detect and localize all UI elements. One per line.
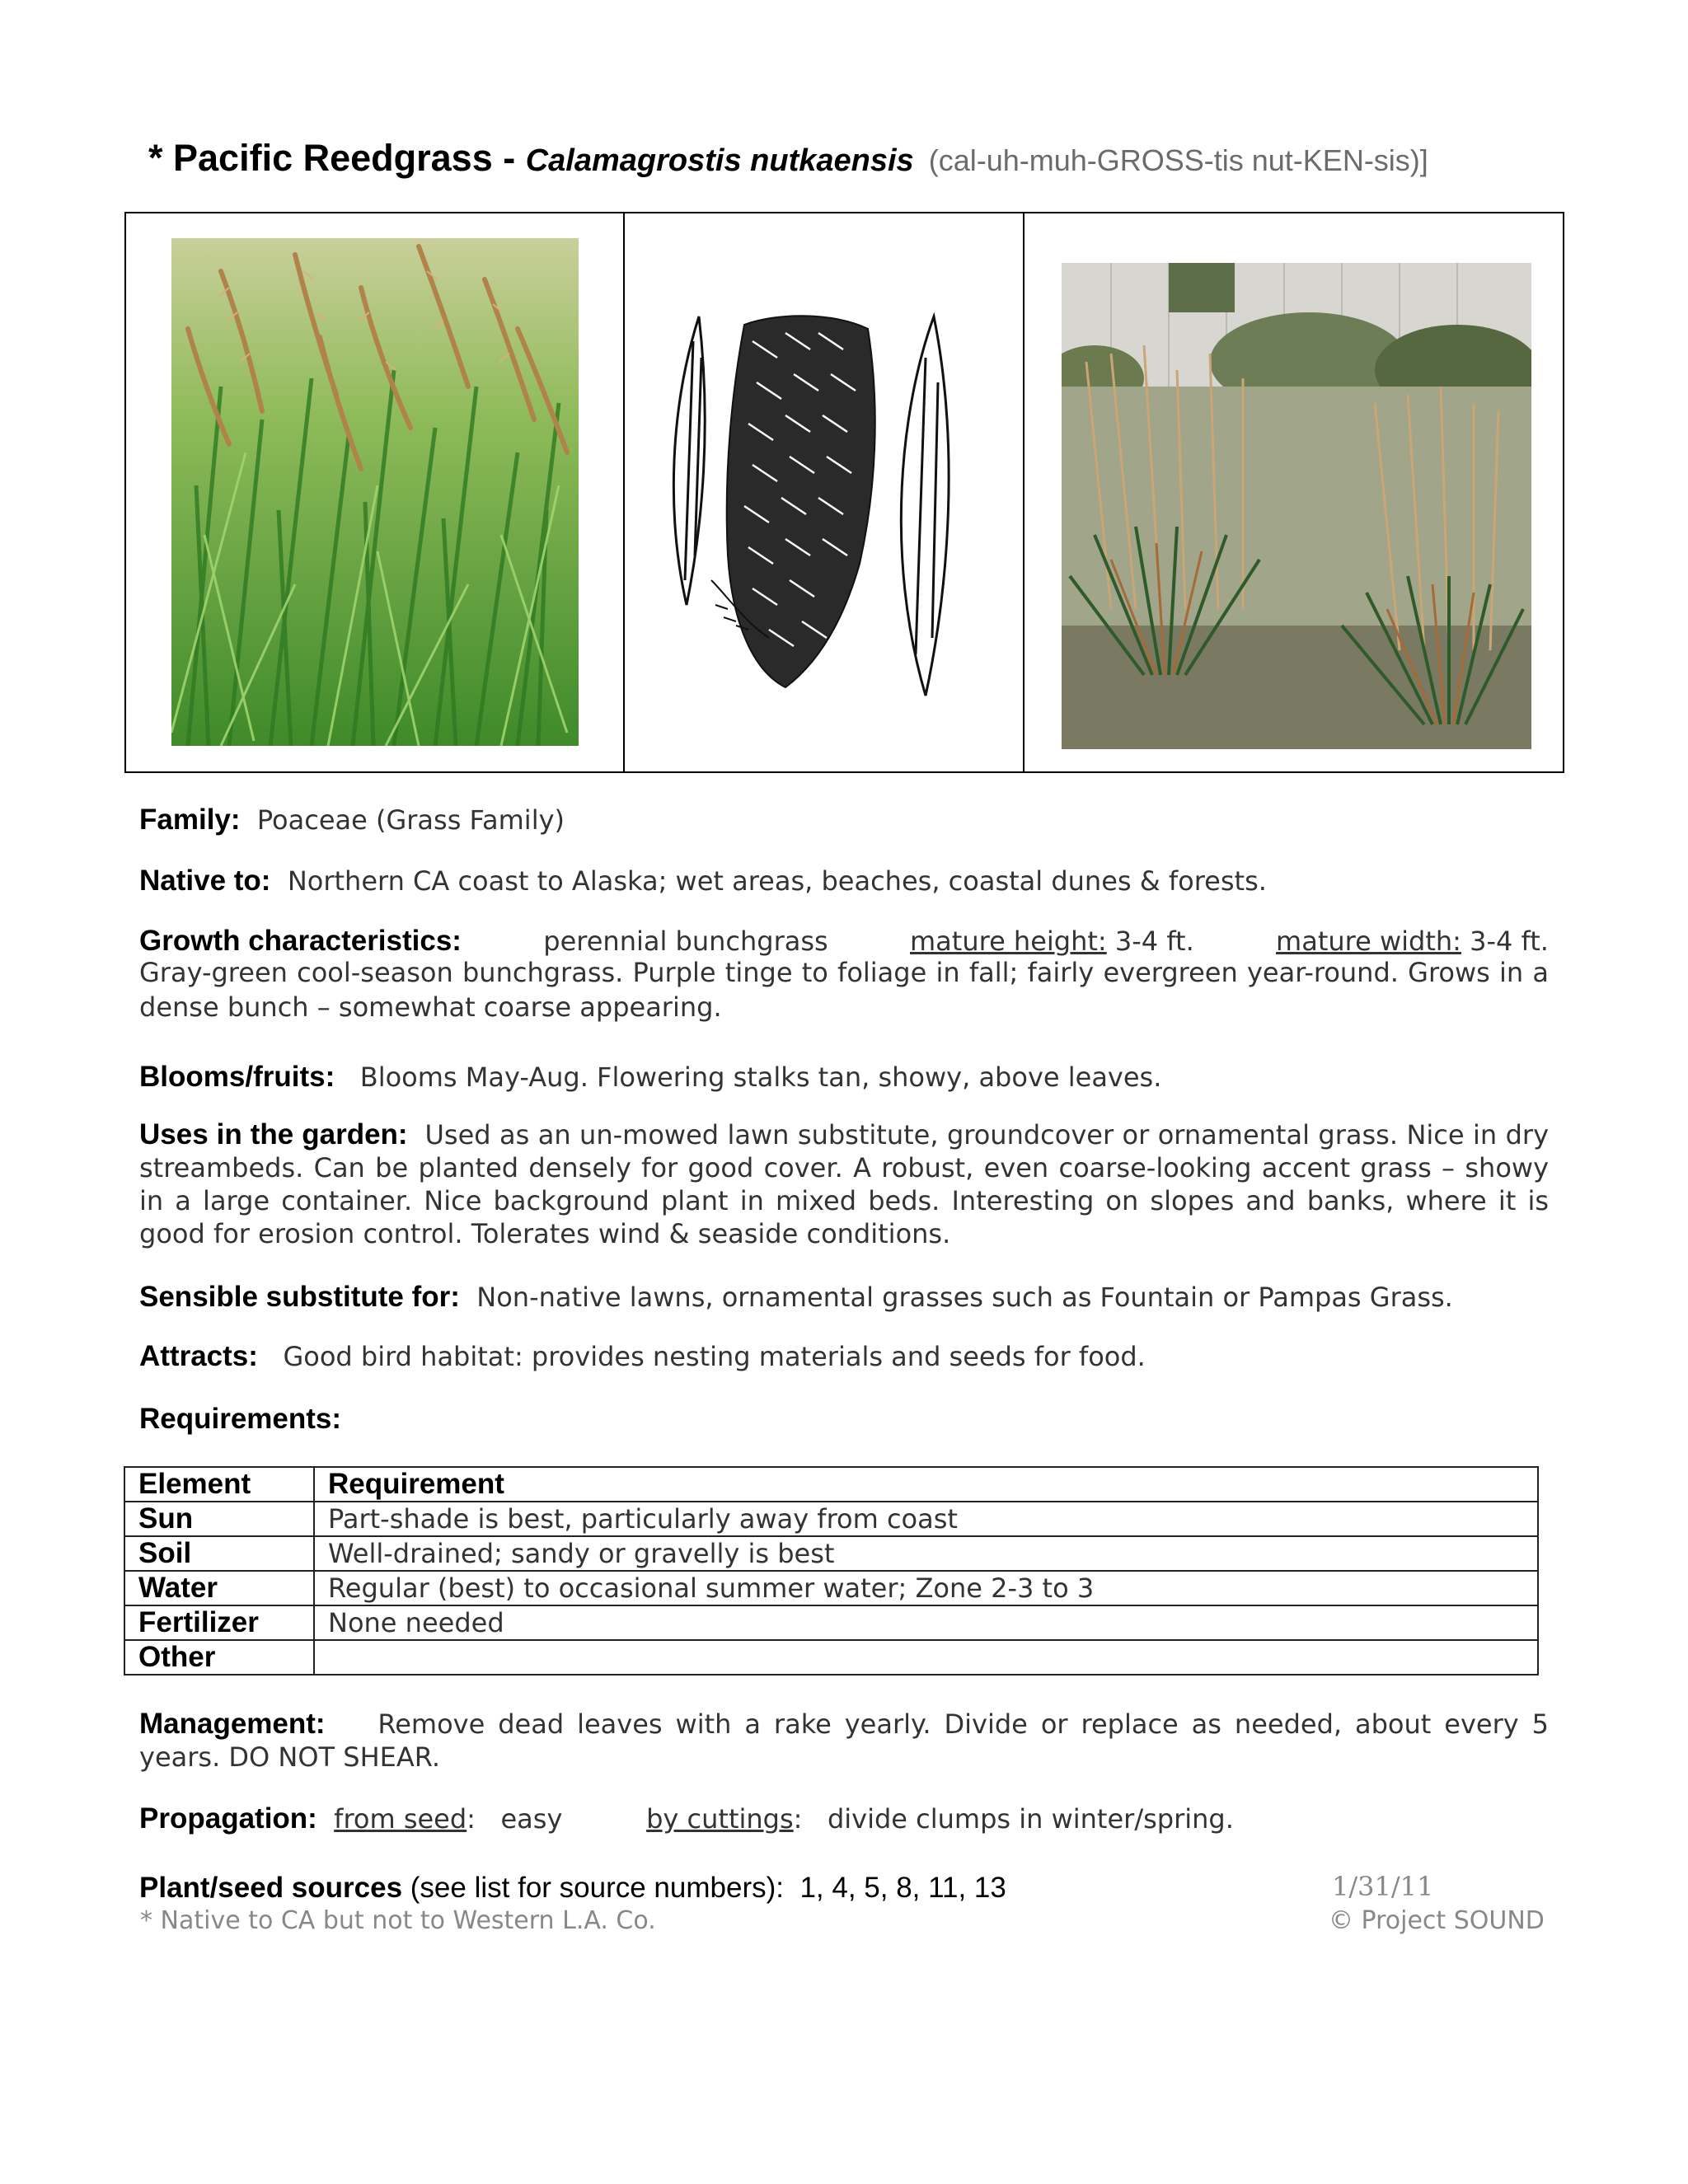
requirements-table: [124, 1466, 1539, 1675]
table-row: [124, 1571, 1538, 1605]
sources-note: (see list for source numbers):: [410, 1872, 784, 1904]
height-value: 3-4 ft.: [1114, 926, 1194, 957]
family-label: Family:: [139, 804, 241, 836]
requirements-heading: [139, 1402, 1549, 1436]
by-cuttings-value: divide clumps in winter/spring.: [827, 1803, 1234, 1835]
native-label: Native to:: [139, 865, 271, 897]
native-section: [139, 864, 1549, 898]
sources-label: Plant/seed sources: [139, 1872, 403, 1904]
native-value: Northern CA coast to Alaska; wet areas, beaches, coastal dunes & forests.: [287, 865, 1267, 897]
common-name: * Pacific Reedgrass: [148, 137, 493, 179]
width-label: mature width:: [1276, 926, 1461, 957]
native-footnote: * Native to CA but not to Western L.A. Co.: [140, 1906, 656, 1935]
management-label: Management:: [139, 1708, 326, 1740]
growth-width: [1276, 924, 1549, 958]
propagation-section: Propagation: from seed: easy by cuttings: divide clumps in winter/spring.: [139, 1802, 1234, 1835]
table-row: [124, 1502, 1538, 1536]
family-section: [139, 803, 1549, 837]
grass-closeup-photo: [171, 238, 579, 746]
from-seed-value: easy: [500, 1803, 563, 1835]
element-cell: Fertilizer: [124, 1605, 314, 1640]
uses-label: Uses in the garden:: [139, 1118, 408, 1151]
blooms-label: Blooms/fruits:: [139, 1061, 335, 1093]
copyright: © Project SOUND: [1329, 1906, 1545, 1935]
growth-type: perennial bunchgrass: [543, 926, 828, 957]
growth-description: Gray-green cool-season bunchgrass. Purple tinge to foliage in fall; fairly evergreen year-round. Grows in a dense bunch – somewhat coarse appearing.: [139, 957, 1549, 1023]
uses-section: [139, 1118, 1549, 1250]
sources-numbers: 1, 4, 5, 8, 11, 13: [799, 1872, 1006, 1904]
requirement-cell: Well-drained; sandy or gravelly is best: [314, 1536, 1538, 1571]
uses-value: Used as an un-mowed lawn substitute, groundcover or ornamental grass. Nice in dry streambeds. Can be planted densely for good cover. A robust, even coarse-looking accent grass – showy in a large container. Nice background plant in mixed beds. Interesting on slopes and banks, where it is good for erosion control. Tolerates wind & seaside conditions.: [139, 1119, 1550, 1249]
header-requirement: Requirement: [314, 1467, 1538, 1502]
photo-divider: [1023, 213, 1025, 771]
blooms-value: Blooms May-Aug. Flowering stalks tan, showy, above leaves.: [359, 1062, 1162, 1093]
requirement-cell: Regular (best) to occasional summer water; Zone 2-3 to 3: [314, 1571, 1538, 1605]
management-value: Remove dead leaves with a rake yearly. Divide or replace as needed, about every 5 years. DO NOT SHEAR.: [139, 1708, 1550, 1773]
title-separator: -: [492, 137, 526, 179]
by-cuttings-label: by cuttings: [646, 1803, 794, 1835]
botanical-illustration: [654, 308, 992, 712]
attracts-value: Good bird habitat: provides nesting materials and seeds for food.: [283, 1341, 1146, 1372]
pronunciation: (cal-uh-muh-GROSS-tis nut-KEN-sis)]: [928, 143, 1428, 177]
table-header-row: [124, 1467, 1538, 1502]
requirement-cell: [314, 1640, 1538, 1675]
growth-height: [910, 924, 1194, 958]
scientific-name: Calamagrostis nutkaensis: [525, 143, 914, 178]
revision-date: 1/31/11: [1332, 1871, 1434, 1902]
width-value: 3-4 ft.: [1470, 926, 1549, 957]
table-row: [124, 1605, 1538, 1640]
growth-section: [139, 924, 1549, 1024]
substitute-value: Non-native lawns, ornamental grasses such as Fountain or Pampas Grass.: [476, 1282, 1453, 1313]
substitute-label: Sensible substitute for:: [139, 1281, 460, 1313]
page-title: [148, 137, 1428, 180]
height-label: mature height:: [910, 926, 1107, 957]
from-seed-label: from seed: [334, 1803, 467, 1835]
photo-panel: [124, 212, 1564, 773]
requirements-label: Requirements:: [139, 1403, 342, 1435]
header-element: Element: [124, 1467, 314, 1502]
element-cell: Soil: [124, 1536, 314, 1571]
table-row: [124, 1536, 1538, 1571]
requirement-cell: Part-shade is best, particularly away from coast: [314, 1502, 1538, 1536]
growth-label: Growth characteristics:: [139, 925, 462, 957]
photo-divider: [623, 213, 625, 771]
attracts-label: Attracts:: [139, 1340, 258, 1372]
element-cell: Water: [124, 1571, 314, 1605]
propagation-label: Propagation:: [139, 1802, 317, 1835]
growth-line: [139, 924, 1549, 958]
attracts-section: [139, 1339, 1549, 1374]
element-cell: Sun: [124, 1502, 314, 1536]
table-row: [124, 1640, 1538, 1675]
landscape-photo: [1062, 263, 1531, 749]
substitute-section: [139, 1280, 1549, 1315]
management-section: [139, 1708, 1549, 1774]
element-cell: Other: [124, 1640, 314, 1675]
blooms-section: [139, 1060, 1549, 1094]
requirement-cell: None needed: [314, 1605, 1538, 1640]
family-value: Poaceae (Grass Family): [256, 804, 565, 836]
